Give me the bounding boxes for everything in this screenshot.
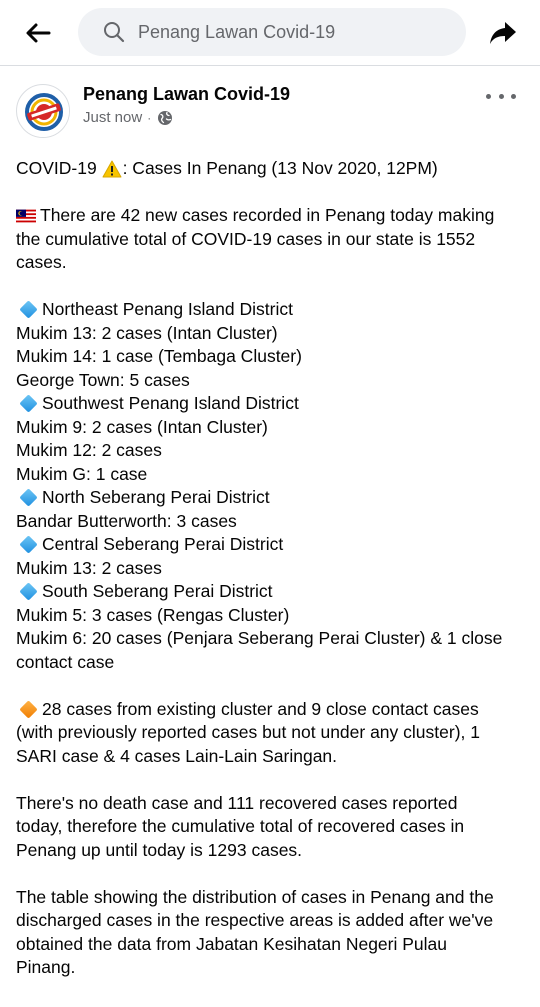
small-blue-diamond-icon [18,535,38,555]
search-query: Penang Lawan Covid-19 [138,21,336,42]
intro-line: There are 42 new cases recorded in Penang today making [16,204,528,228]
summary-line: 28 cases from existing cluster and 9 close contact cases [16,698,528,722]
dot-icon [511,94,516,99]
case-line: Mukim 12: 2 cases [16,440,162,460]
case-line: Mukim 6: 20 cases (Penjara Seberang Perai Cluster) & 1 close [16,628,503,648]
case-line: contact case [16,651,115,672]
case-line: Mukim 5: 3 cases (Rengas Cluster) [16,604,290,625]
case-line: George Town: 5 cases [16,369,190,390]
case-line: Mukim 13: 2 cases (Intan Cluster) [16,322,278,343]
back-arrow-icon [25,22,51,44]
case-line: Bandar Butterworth: 3 cases [16,510,237,531]
post-time[interactable]: Just now [83,109,143,126]
summary-line: SARI case & 4 cases Lain-Lain Saringan. [16,745,338,766]
district-heading: Northeast Penang Island District [16,298,528,322]
share-button[interactable] [484,14,522,52]
post-title: COVID-19 : Cases In Penang (13 Nov 2020, 12PM) [16,158,438,178]
dot-icon [499,94,504,99]
table-note-line: obtained the data from Jabatan Kesihatan Negeri Pulau [16,933,447,954]
small-orange-diamond-icon [18,699,38,719]
intro-line: the cumulative total of COVID-19 cases in our state is 1552 [16,228,476,249]
search-bar[interactable] [78,8,466,56]
intro-line: cases. [16,252,67,272]
malaysia-flag-icon [16,206,36,226]
page-name[interactable]: Penang Lawan Covid-19 [83,84,291,104]
back-button[interactable] [20,15,56,51]
small-blue-diamond-icon [18,394,38,414]
globe-icon[interactable] [157,110,173,126]
case-line: Mukim G: 1 case [16,463,148,484]
post-meta [83,109,173,126]
share-arrow-icon [488,20,518,46]
post-header [0,66,540,146]
table-note-line: discharged cases in the respective areas is added after we've [16,910,494,930]
district-heading: North Seberang Perai District [16,486,528,510]
recovered-line: Penang up until today is 1293 cases. [16,839,303,860]
post-body [16,157,528,980]
small-blue-diamond-icon [18,300,38,320]
penang-lawan-covid-logo-icon [17,85,70,138]
small-blue-diamond-icon [18,488,38,508]
table-note-line: The table showing the distribution of cases in Penang and the [16,886,494,907]
small-blue-diamond-icon [18,582,38,602]
recovered-line: There's no death case and 111 recovered cases reported [16,792,458,813]
case-line: Mukim 13: 2 cases [16,557,162,578]
recovered-line: today, therefore the cumulative total of recovered cases in [16,816,465,836]
summary-line: (with previously reported cases but not under any cluster), 1 [16,722,480,742]
district-heading: Central Seberang Perai District [16,533,528,557]
meta-separator: · [147,110,152,125]
page-avatar[interactable] [16,84,70,138]
case-line: Mukim 14: 1 case (Tembaga Cluster) [16,346,302,366]
table-note-line: Pinang. [16,957,76,977]
dot-icon [486,94,491,99]
search-icon [102,20,126,44]
more-options-button[interactable] [486,86,516,106]
warning-icon [102,159,122,179]
case-line: Mukim 9: 2 cases (Intan Cluster) [16,416,268,437]
district-heading: Southwest Penang Island District [16,392,528,416]
district-heading: South Seberang Perai District [16,580,528,604]
top-bar [0,0,540,66]
